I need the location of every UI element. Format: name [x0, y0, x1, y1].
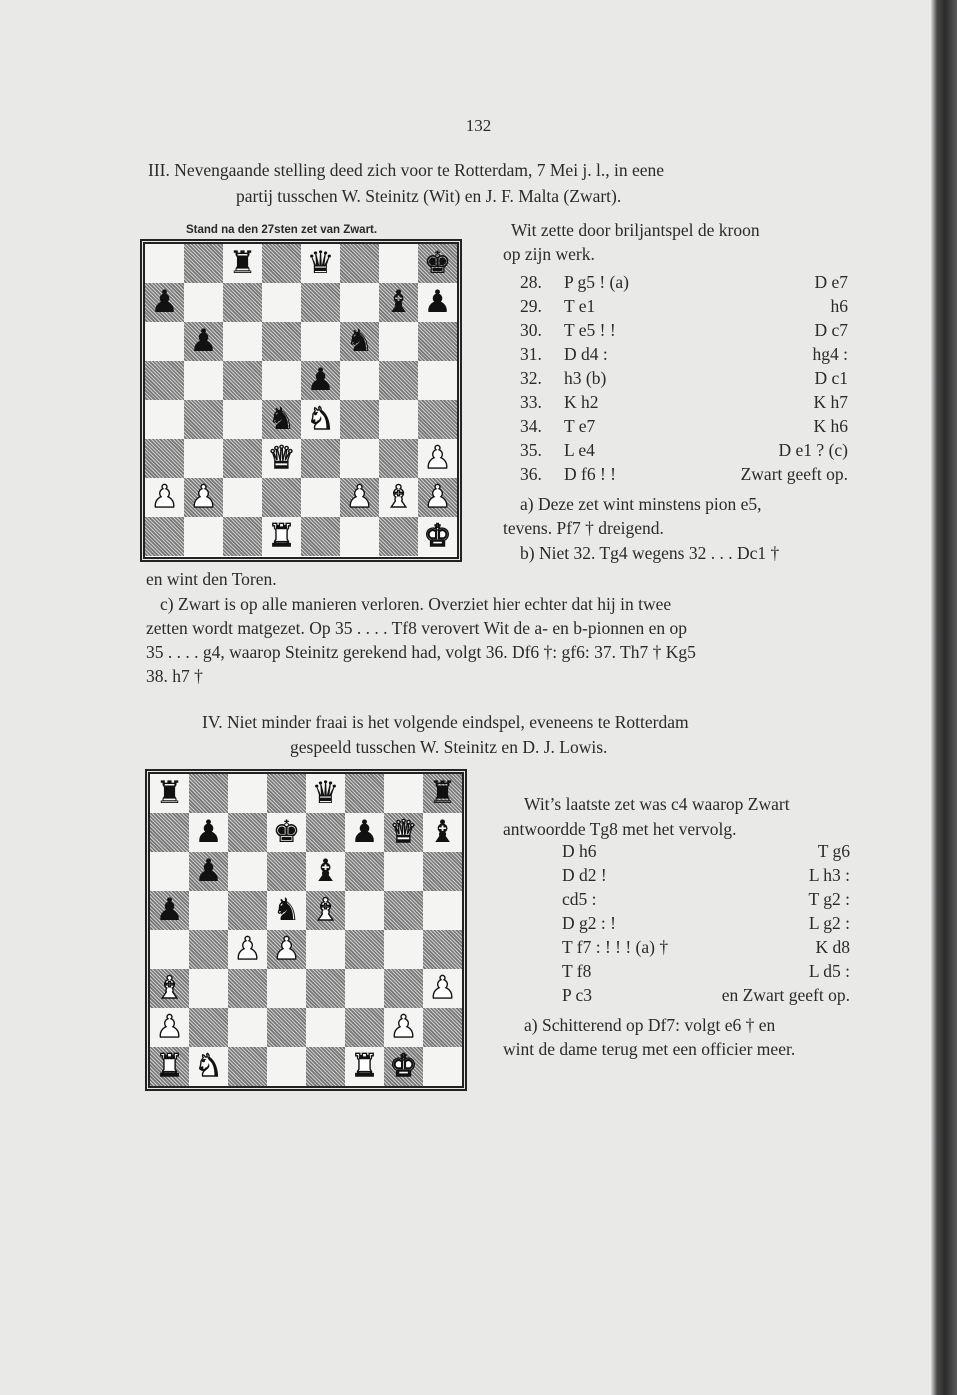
- white-move: T e1: [564, 296, 596, 316]
- board-square: [340, 244, 379, 283]
- section-iii-lead-line1: Wit zette door briljantspel de kroon: [511, 220, 760, 240]
- black-move: D e7: [814, 272, 848, 292]
- black-pawn-icon: ♟: [150, 284, 179, 320]
- board-square: [345, 852, 384, 891]
- black-move: D e1 ? (c): [778, 440, 848, 460]
- white-knight-icon: ♞: [306, 401, 335, 437]
- board-square: [145, 439, 184, 478]
- white-bishop-icon: ♝: [155, 970, 184, 1006]
- board-square: [301, 478, 340, 517]
- move-number: 32.: [520, 368, 542, 388]
- white-move: D g2 : !: [562, 913, 616, 933]
- black-knight-icon: ♞: [267, 401, 296, 437]
- board-square: [267, 969, 306, 1008]
- white-move: cd5 :: [562, 889, 597, 909]
- board-square: [384, 774, 423, 813]
- board-square: [418, 322, 457, 361]
- black-pawn-icon: ♟: [194, 853, 223, 889]
- board-square: [340, 439, 379, 478]
- board-square: [301, 517, 340, 556]
- board-square: [267, 1047, 306, 1086]
- board-square: [262, 478, 301, 517]
- board-square: [379, 400, 418, 439]
- white-move: h3 (b): [564, 368, 607, 388]
- white-rook-icon: ♜: [350, 1048, 379, 1084]
- board-square: [189, 774, 228, 813]
- board-square: [384, 969, 423, 1008]
- black-move: T g6: [817, 841, 850, 861]
- board-square: [189, 891, 228, 930]
- board-square: [345, 1008, 384, 1047]
- white-move: T e5 ! !: [564, 320, 616, 340]
- section-iv-intro-line1: IV. Niet minder fraai is het volgende eindspel, eveneens te Rotterdam: [202, 712, 689, 732]
- board-square: [223, 517, 262, 556]
- black-move: K h7: [813, 392, 848, 412]
- note-a-line2: tevens. Pf7 † dreigend.: [503, 518, 664, 538]
- black-knight-icon: ♞: [272, 892, 301, 928]
- board-square: [301, 439, 340, 478]
- black-move: D c7: [814, 320, 848, 340]
- black-bishop-icon: ♝: [428, 814, 457, 850]
- section-iii-intro-line2: partij tusschen W. Steinitz (Wit) en J. F. Malta (Zwart).: [236, 186, 622, 206]
- white-rook-icon: ♜: [267, 518, 296, 554]
- board-square: [301, 322, 340, 361]
- board-square: [184, 361, 223, 400]
- board-square: [301, 283, 340, 322]
- board-square: [384, 852, 423, 891]
- board-square: [223, 400, 262, 439]
- white-move: P c3: [562, 985, 592, 1005]
- board-square: [423, 852, 462, 891]
- note-c-line4: 38. h7 †: [146, 666, 203, 686]
- move-number: 29.: [520, 296, 542, 316]
- board-square: [228, 969, 267, 1008]
- move-number: 30.: [520, 320, 542, 340]
- board-square: [228, 891, 267, 930]
- white-pawn-icon: ♟: [423, 440, 452, 476]
- black-pawn-icon: ♟: [350, 814, 379, 850]
- white-move: K h2: [564, 392, 599, 412]
- board-square: [345, 930, 384, 969]
- board-square: [223, 361, 262, 400]
- board-square: [423, 1008, 462, 1047]
- board-square: [145, 400, 184, 439]
- white-pawn-icon: ♟: [272, 931, 301, 967]
- board-square: [423, 891, 462, 930]
- black-rook-icon: ♜: [228, 245, 257, 281]
- board-square: [228, 774, 267, 813]
- note-iv-a-line2: wint de dame terug met een officier meer.: [503, 1039, 796, 1059]
- chess-diagram-iii: [143, 242, 459, 559]
- board-square: [184, 400, 223, 439]
- board-square: [340, 400, 379, 439]
- board-square: [418, 361, 457, 400]
- move-number: 31.: [520, 344, 542, 364]
- board-square: [184, 517, 223, 556]
- black-move: K h6: [813, 416, 848, 436]
- board-square: [228, 1008, 267, 1047]
- board-square: [150, 852, 189, 891]
- black-move: h6: [830, 296, 848, 316]
- board-square: [262, 244, 301, 283]
- white-move: D d4 :: [564, 344, 608, 364]
- book-spine-edge: [931, 0, 957, 1395]
- board-square: [379, 517, 418, 556]
- white-move: D f6 ! !: [564, 464, 616, 484]
- board-square: [345, 774, 384, 813]
- board-square: [150, 930, 189, 969]
- white-knight-icon: ♞: [194, 1048, 223, 1084]
- board-square: [228, 1047, 267, 1086]
- board-square: [423, 930, 462, 969]
- white-pawn-icon: ♟: [150, 479, 179, 515]
- black-queen-icon: ♛: [311, 775, 340, 811]
- board-square: [345, 891, 384, 930]
- white-queen-icon: ♛: [267, 440, 296, 476]
- chess-diagram-iv: [148, 772, 464, 1088]
- board-square: [262, 361, 301, 400]
- page-number: 132: [465, 116, 492, 135]
- board-square: [306, 969, 345, 1008]
- board-square: [145, 361, 184, 400]
- board-square: [223, 322, 262, 361]
- white-rook-icon: ♜: [155, 1048, 184, 1084]
- black-move: T g2 :: [808, 889, 850, 909]
- board-square: [262, 322, 301, 361]
- note-c-line2: zetten wordt matgezet. Op 35 . . . . Tf8 verovert Wit de a- en b-pionnen en op: [146, 618, 687, 638]
- board-square: [189, 969, 228, 1008]
- board-square: [189, 1008, 228, 1047]
- board-square: [379, 244, 418, 283]
- black-pawn-icon: ♟: [189, 323, 218, 359]
- board-square: [267, 774, 306, 813]
- board-square: [145, 244, 184, 283]
- section-iii-intro-line1: III. Nevengaande stelling deed zich voor te Rotterdam, 7 Mei j. l., in eene: [148, 160, 665, 180]
- black-move: L h3 :: [808, 865, 850, 885]
- black-pawn-icon: ♟: [194, 814, 223, 850]
- diagram-caption: Stand na den 27sten zet van Zwart.: [186, 224, 378, 236]
- board-square: [262, 283, 301, 322]
- board-square: [228, 852, 267, 891]
- black-pawn-icon: ♟: [155, 892, 184, 928]
- black-queen-icon: ♛: [306, 245, 335, 281]
- board-square: [384, 891, 423, 930]
- white-pawn-icon: ♟: [423, 479, 452, 515]
- note-a-line1: a) Deze zet wint minstens pion e5,: [520, 494, 762, 514]
- board-square: [306, 813, 345, 852]
- white-pawn-icon: ♟: [428, 970, 457, 1006]
- black-move: L d5 :: [808, 961, 850, 981]
- black-king-icon: ♚: [272, 814, 301, 850]
- black-move: Zwart geeft op.: [740, 464, 848, 484]
- section-iii-lead-line2: op zijn werk.: [503, 244, 595, 264]
- board-square: [267, 1008, 306, 1047]
- section-iv-intro-line2: gespeeld tusschen W. Steinitz en D. J. Lowis.: [290, 737, 608, 757]
- board-square: [379, 361, 418, 400]
- board-square: [379, 439, 418, 478]
- move-number: 36.: [520, 464, 542, 484]
- board-square: [340, 361, 379, 400]
- white-move: D d2 !: [562, 865, 607, 885]
- white-pawn-icon: ♟: [345, 479, 374, 515]
- white-pawn-icon: ♟: [233, 931, 262, 967]
- board-square: [189, 930, 228, 969]
- note-c-line3: 35 . . . . g4, waarop Steinitz gerekend had, volgt 36. Df6 †: gf6: 37. Th7 † Kg5: [146, 642, 696, 662]
- board-square: [267, 852, 306, 891]
- black-move: en Zwart geeft op.: [721, 985, 850, 1005]
- board-square: [306, 1008, 345, 1047]
- board-square: [184, 283, 223, 322]
- move-number: 33.: [520, 392, 542, 412]
- white-pawn-icon: ♟: [389, 1009, 418, 1045]
- board-square: [223, 478, 262, 517]
- board-square: [340, 283, 379, 322]
- black-knight-icon: ♞: [345, 323, 374, 359]
- black-pawn-icon: ♟: [423, 284, 452, 320]
- black-bishop-icon: ♝: [384, 284, 413, 320]
- move-number: 28.: [520, 272, 542, 292]
- black-move: hg4 :: [812, 344, 848, 364]
- section-iv-lead-line2: antwoordde Tg8 met het vervolg.: [503, 819, 737, 839]
- board-square: [223, 283, 262, 322]
- board-square: [379, 322, 418, 361]
- board-square: [184, 439, 223, 478]
- white-move: T f7 : ! ! ! (a) †: [562, 937, 669, 957]
- board-square: [145, 517, 184, 556]
- white-move: L e4: [564, 440, 595, 460]
- black-king-icon: ♚: [423, 245, 452, 281]
- board-square: [228, 813, 267, 852]
- section-iv-lead-line1: Wit’s laatste zet was c4 waarop Zwart: [524, 794, 790, 814]
- white-bishop-icon: ♝: [384, 479, 413, 515]
- board-square: [418, 400, 457, 439]
- board-square: [184, 244, 223, 283]
- board-square: [340, 517, 379, 556]
- white-king-icon: ♚: [423, 518, 452, 554]
- white-move: T f8: [562, 961, 592, 981]
- move-number: 35.: [520, 440, 542, 460]
- black-rook-icon: ♜: [428, 775, 457, 811]
- note-c-line1: c) Zwart is op alle manieren verloren. Overziet hier echter dat hij in twee: [160, 594, 672, 614]
- white-move: D h6: [562, 841, 597, 861]
- note-iv-a-line1: a) Schitterend op Df7: volgt e6 † en: [524, 1015, 776, 1035]
- white-bishop-icon: ♝: [311, 892, 340, 928]
- black-move: D c1: [814, 368, 848, 388]
- board-square: [345, 969, 384, 1008]
- move-number: 34.: [520, 416, 542, 436]
- black-pawn-icon: ♟: [306, 362, 335, 398]
- board-square: [150, 813, 189, 852]
- black-bishop-icon: ♝: [311, 853, 340, 889]
- white-move: T e7: [564, 416, 596, 436]
- black-move: L g2 :: [808, 913, 850, 933]
- white-king-icon: ♚: [389, 1048, 418, 1084]
- board-square: [384, 930, 423, 969]
- board-square: [306, 1047, 345, 1086]
- board-square: [223, 439, 262, 478]
- white-pawn-icon: ♟: [189, 479, 218, 515]
- white-move: P g5 ! (a): [564, 272, 629, 292]
- note-b-line1: b) Niet 32. Tg4 wegens 32 . . . Dc1 †: [520, 543, 780, 563]
- white-pawn-icon: ♟: [155, 1009, 184, 1045]
- note-b-line2: en wint den Toren.: [146, 569, 277, 589]
- black-rook-icon: ♜: [155, 775, 184, 811]
- board-square: [306, 930, 345, 969]
- board-square: [423, 1047, 462, 1086]
- white-queen-icon: ♛: [389, 814, 418, 850]
- black-move: K d8: [815, 937, 850, 957]
- board-square: [145, 322, 184, 361]
